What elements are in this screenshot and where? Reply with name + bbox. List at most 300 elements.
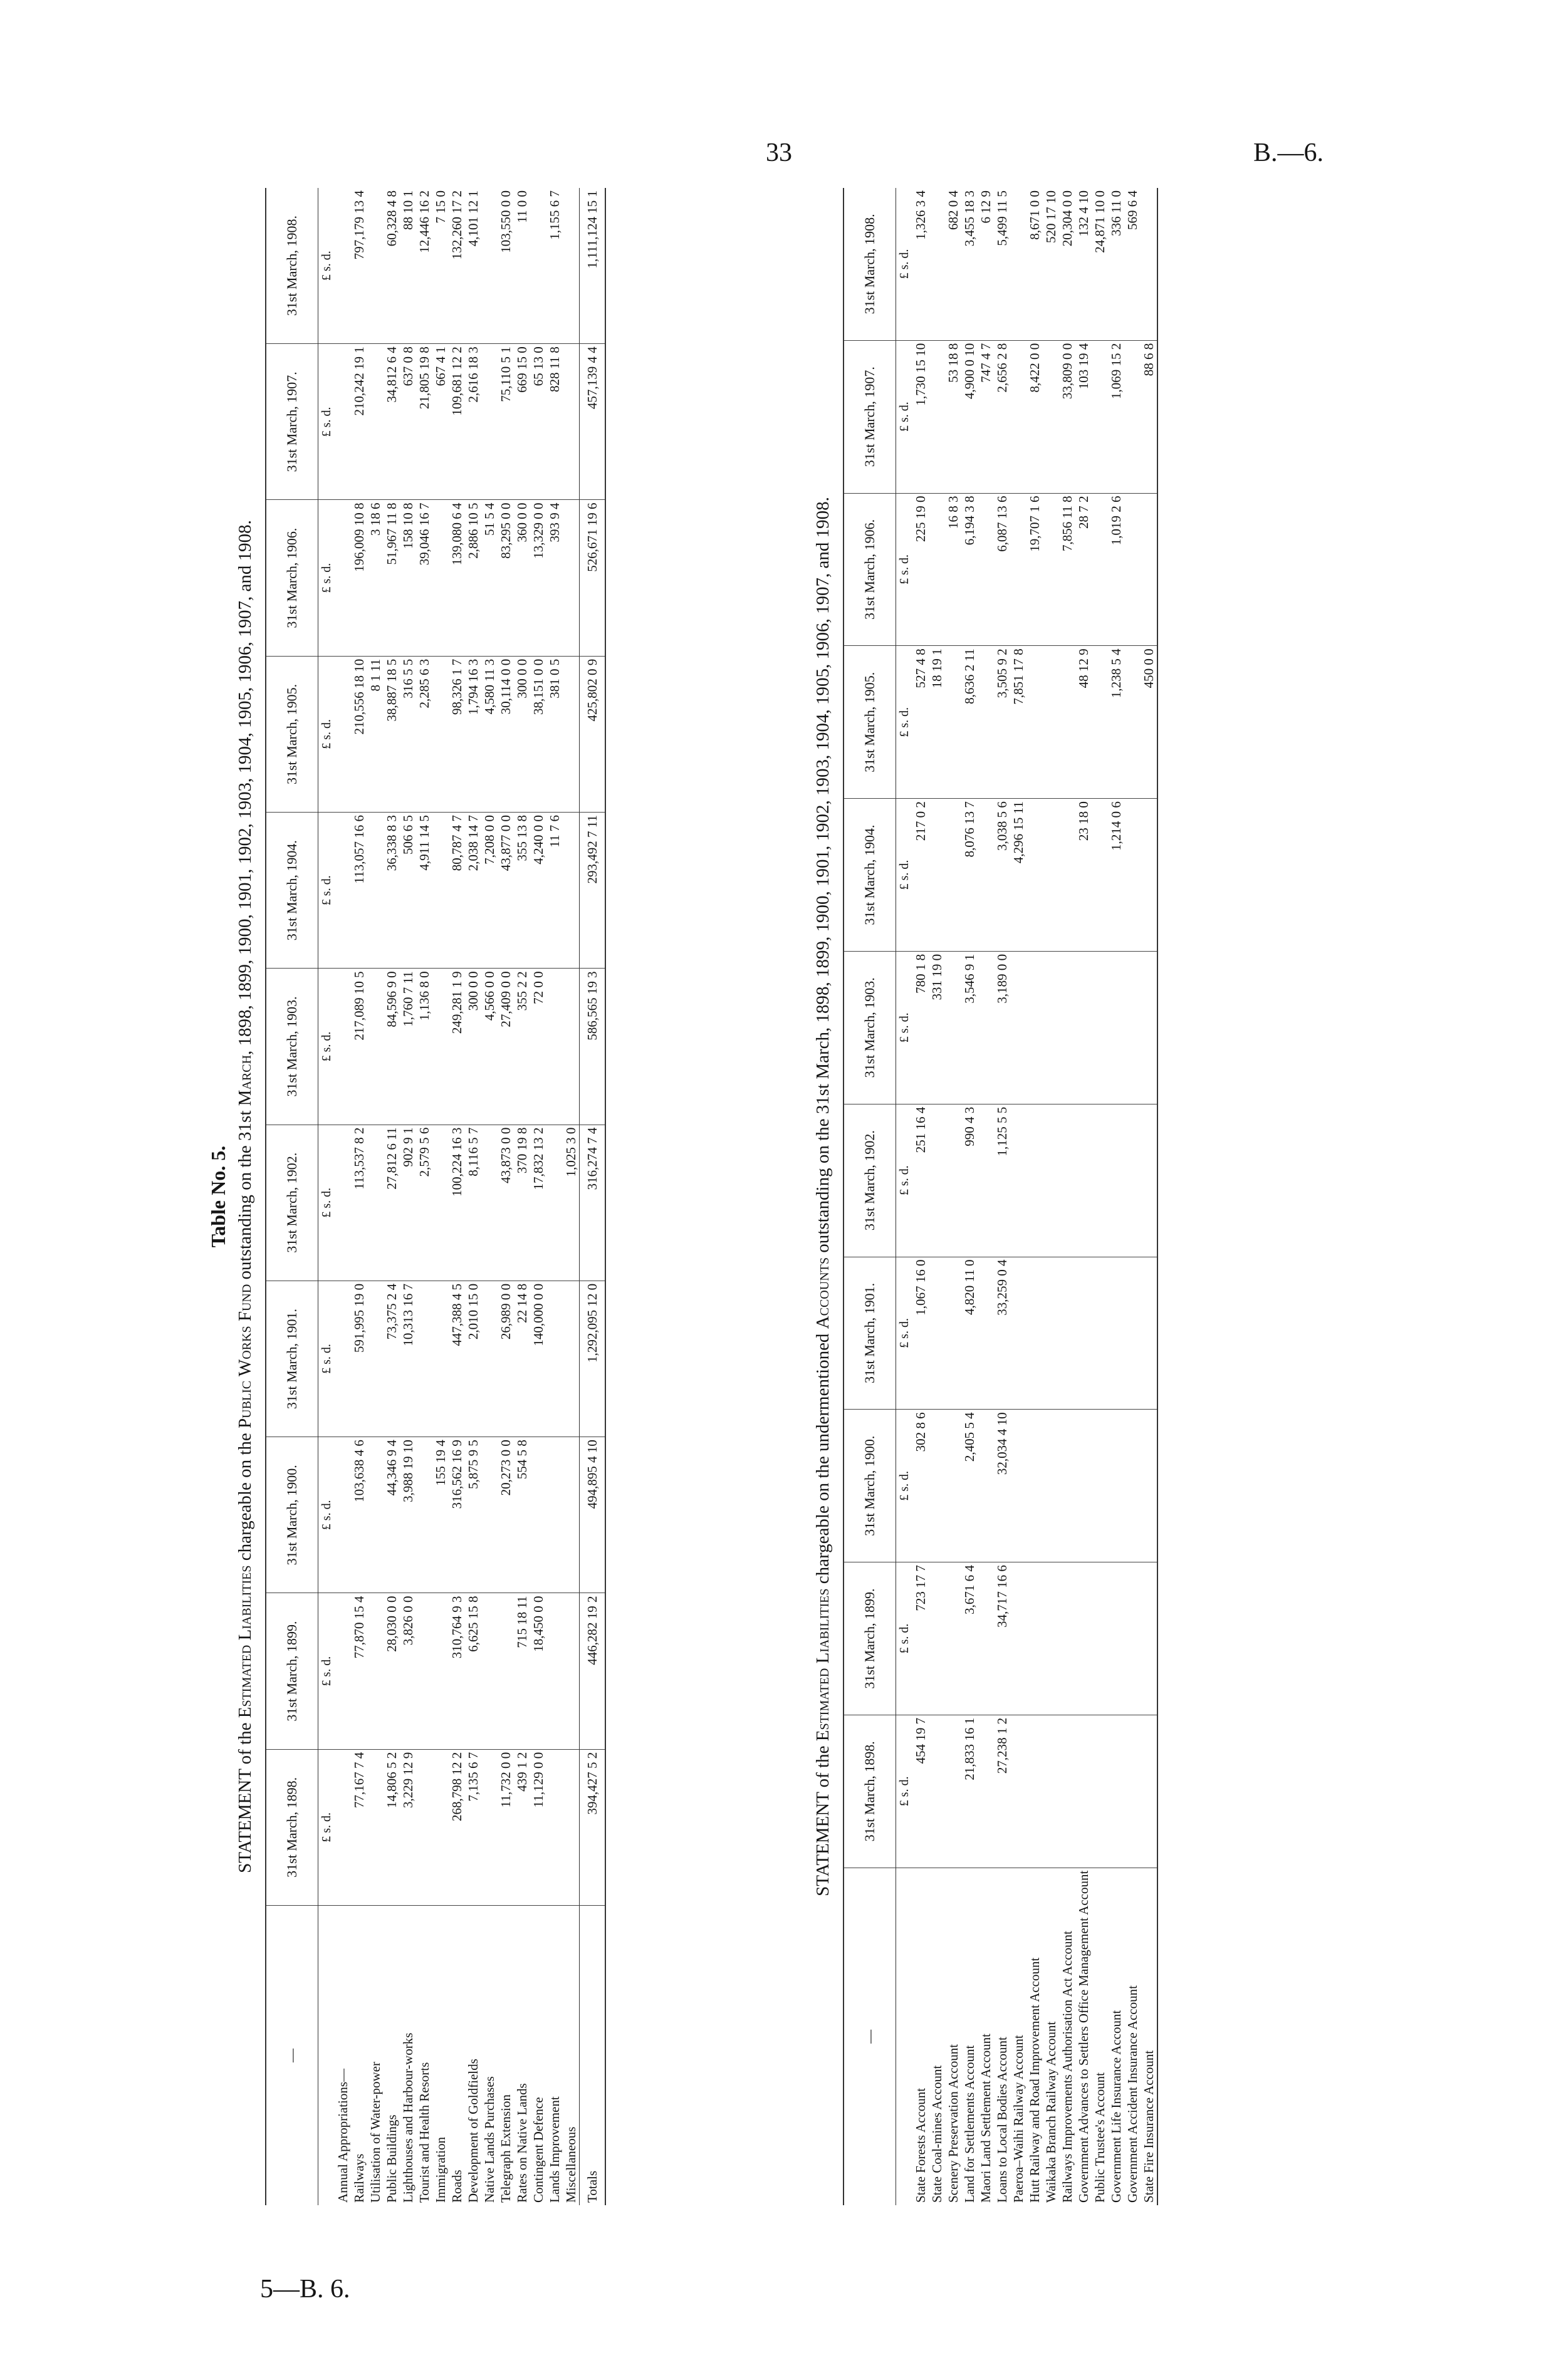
column-header: 31st March, 1905. — [266, 656, 318, 812]
table-row — [1026, 188, 1043, 2205]
value-cell — [546, 1437, 563, 1593]
value-cell — [1043, 799, 1059, 952]
table-row — [929, 188, 945, 2205]
value-cell — [367, 188, 384, 344]
value-cell: 132 4 10 — [1075, 188, 1092, 340]
value-cell: 4,580 11 3 — [481, 656, 498, 812]
value-cell: 73,375 2 4 — [384, 1281, 400, 1437]
table2-section — [812, 188, 1388, 2205]
value-cell: 19,707 1 6 — [1026, 493, 1043, 646]
value-cell — [929, 1715, 945, 1868]
value-cell — [1124, 1257, 1141, 1410]
table-row — [978, 188, 994, 2205]
value-cell: 36,338 8 3 — [384, 813, 400, 969]
value-cell — [945, 646, 961, 799]
value-cell: 27,409 0 0 — [498, 969, 514, 1125]
unit-label: £ s. d. — [896, 1715, 913, 1868]
value-cell — [1092, 493, 1108, 646]
value-cell: 667 4 1 — [432, 344, 449, 500]
table-row — [1010, 188, 1026, 2205]
value-cell: 5,875 9 5 — [465, 1437, 481, 1593]
value-cell: 38,887 18 5 — [384, 656, 400, 812]
value-cell: 3,505 9 2 — [994, 646, 1010, 799]
value-cell — [1026, 951, 1043, 1104]
value-cell: 20,304 0 0 — [1059, 188, 1075, 340]
table-row — [384, 188, 400, 2205]
row-label: State Forests Account — [913, 2087, 928, 2203]
table-row — [449, 188, 465, 2205]
total-cell: 586,565 19 3 — [580, 969, 606, 1125]
value-cell: 11 7 6 — [546, 813, 563, 969]
value-cell — [367, 813, 384, 969]
value-cell: 723 17 7 — [912, 1562, 929, 1715]
value-cell — [978, 1410, 994, 1562]
empty-cell — [335, 500, 351, 656]
value-cell — [1141, 1562, 1157, 1715]
value-cell: 3,671 6 4 — [961, 1562, 978, 1715]
table-row — [912, 188, 929, 2205]
value-cell: 300 0 0 — [465, 969, 481, 1125]
value-cell — [416, 1593, 432, 1749]
value-cell — [1092, 1104, 1108, 1257]
value-cell — [1059, 951, 1075, 1104]
value-cell: 393 9 4 — [546, 500, 563, 656]
value-cell: 196,009 10 8 — [351, 500, 367, 656]
value-cell: 217 0 2 — [912, 799, 929, 952]
row-label: Government Advances to Settlers Office Management Account — [1076, 1870, 1091, 2203]
total-cell: 425,802 0 9 — [580, 656, 606, 812]
unit-label: £ s. d. — [318, 656, 335, 812]
empty-cell — [335, 1437, 351, 1593]
footer-reference: 5—B. 6. — [260, 2275, 350, 2304]
value-cell — [1043, 1104, 1059, 1257]
unit-label: £ s. d. — [318, 500, 335, 656]
value-cell — [1010, 1257, 1026, 1410]
value-cell: 780 1 8 — [912, 951, 929, 1104]
value-cell: 26,989 0 0 — [498, 1281, 514, 1437]
value-cell: 34,717 16 6 — [994, 1562, 1010, 1715]
value-cell — [432, 656, 449, 812]
value-cell — [546, 1593, 563, 1749]
unit-label: £ s. d. — [896, 188, 913, 340]
value-cell: 251 16 4 — [912, 1104, 929, 1257]
value-cell: 27,812 6 11 — [384, 1125, 400, 1281]
value-cell — [563, 1281, 580, 1437]
value-cell: 1,025 3 0 — [563, 1125, 580, 1281]
row-label: Paeroa–Waihi Railway Account — [1011, 2035, 1026, 2203]
value-cell: 14,806 5 2 — [384, 1749, 400, 1905]
value-cell — [367, 1593, 384, 1749]
value-cell: 12,446 16 2 — [416, 188, 432, 344]
value-cell — [929, 1257, 945, 1410]
value-cell — [1092, 799, 1108, 952]
value-cell: 98,326 1 7 — [449, 656, 465, 812]
empty-cell — [335, 188, 351, 344]
value-cell — [1092, 1410, 1108, 1562]
value-cell — [945, 1104, 961, 1257]
unit-label: £ s. d. — [318, 969, 335, 1125]
unit-label: £ s. d. — [318, 1749, 335, 1905]
row-label: State Fire Insurance Account — [1141, 1868, 1157, 2205]
value-cell: 225 19 0 — [912, 493, 929, 646]
value-cell: 2,886 10 5 — [465, 500, 481, 656]
table1-title: Table No. 5. — [207, 1145, 229, 1248]
value-cell: 3 18 6 — [367, 500, 384, 656]
value-cell: 6,625 15 8 — [465, 1593, 481, 1749]
value-cell: 28,030 0 0 — [384, 1593, 400, 1749]
value-cell: 4,240 0 0 — [530, 813, 546, 969]
value-cell: 447,388 4 5 — [449, 1281, 465, 1437]
value-cell — [530, 188, 546, 344]
value-cell — [563, 344, 580, 500]
table-row — [367, 188, 384, 2205]
value-cell: 268,798 12 2 — [449, 1749, 465, 1905]
value-cell — [1141, 1410, 1157, 1562]
value-cell — [1010, 340, 1026, 493]
table-row — [1141, 188, 1157, 2205]
value-cell: 33,809 0 0 — [1059, 340, 1075, 493]
value-cell — [432, 1125, 449, 1281]
column-header: 31st March, 1899. — [266, 1593, 318, 1749]
column-header: 31st March, 1903. — [266, 969, 318, 1125]
unit-label: £ s. d. — [896, 1257, 913, 1410]
value-cell: 4,820 11 0 — [961, 1257, 978, 1410]
table2-header-row — [844, 188, 896, 2205]
value-cell: 210,556 18 10 — [351, 656, 367, 812]
value-cell: 18,450 0 0 — [530, 1593, 546, 1749]
value-cell: 77,167 7 4 — [351, 1749, 367, 1905]
page-number: 33 — [766, 138, 792, 167]
row-label: Loans to Local Bodies Account — [995, 2037, 1010, 2203]
column-header: 31st March, 1904. — [844, 799, 896, 952]
table2-units-blank — [896, 1868, 913, 2205]
row-label: Utilisation of Water-power — [368, 2062, 383, 2203]
value-cell: 17,832 13 2 — [530, 1125, 546, 1281]
value-cell — [563, 813, 580, 969]
value-cell — [978, 951, 994, 1104]
table-row — [1092, 188, 1108, 2205]
value-cell — [929, 799, 945, 952]
value-cell: 3,229 12 9 — [400, 1749, 416, 1905]
value-cell — [1075, 951, 1092, 1104]
table-row — [465, 188, 481, 2205]
value-cell — [1010, 951, 1026, 1104]
row-label: Hutt Railway and Road Improvement Account — [1027, 1957, 1042, 2203]
total-cell: 494,895 4 10 — [580, 1437, 606, 1593]
row-label: Government Accident Insurance Account — [1125, 1985, 1140, 2203]
value-cell: 682 0 4 — [945, 188, 961, 340]
value-cell: 60,328 4 8 — [384, 188, 400, 344]
row-label: Public Trustee's Account — [1092, 2072, 1107, 2203]
value-cell — [432, 500, 449, 656]
table-row — [994, 188, 1010, 2205]
row-label: Lands Improvement — [547, 2096, 562, 2203]
value-cell: 1,214 0 6 — [1108, 799, 1124, 952]
value-cell: 13,329 0 0 — [530, 500, 546, 656]
value-cell — [1092, 1257, 1108, 1410]
value-cell — [1026, 799, 1043, 952]
total-cell: 293,492 7 11 — [580, 813, 606, 969]
value-cell: 7,208 0 0 — [481, 813, 498, 969]
table2-header-blank: — — [844, 1868, 896, 2205]
value-cell — [1092, 951, 1108, 1104]
table-row — [514, 188, 530, 2205]
value-cell — [978, 1715, 994, 1868]
value-cell — [1092, 1715, 1108, 1868]
table-row — [1124, 188, 1141, 2205]
total-cell: 1,111,124 15 1 — [580, 188, 606, 344]
value-cell: 139,080 6 4 — [449, 500, 465, 656]
column-header: 31st March, 1901. — [844, 1257, 896, 1410]
value-cell — [1124, 646, 1141, 799]
group-label: Annual Appropriations— — [335, 2068, 350, 2203]
value-cell — [1059, 1257, 1075, 1410]
value-cell — [563, 656, 580, 812]
value-cell: 6 12 9 — [978, 188, 994, 340]
value-cell: 80,787 4 7 — [449, 813, 465, 969]
value-cell — [1010, 493, 1026, 646]
value-cell — [1108, 1410, 1124, 1562]
table-row — [351, 188, 367, 2205]
value-cell: 8,076 13 7 — [961, 799, 978, 952]
value-cell — [1059, 1562, 1075, 1715]
table1-units-blank — [318, 1906, 335, 2206]
row-label: Miscellaneous — [563, 2126, 578, 2203]
value-cell — [1043, 951, 1059, 1104]
table1-header-row — [266, 188, 318, 2205]
column-header: 31st March, 1899. — [844, 1562, 896, 1715]
value-cell — [432, 1749, 449, 1905]
value-cell: 2,579 5 6 — [416, 1125, 432, 1281]
value-cell: 43,873 0 0 — [498, 1125, 514, 1281]
table-row — [1075, 188, 1092, 2205]
value-cell — [1124, 1410, 1141, 1562]
table-row — [961, 188, 978, 2205]
row-label: Telegraph Extension — [498, 2094, 513, 2203]
value-cell: 715 18 11 — [514, 1593, 530, 1749]
value-cell: 360 0 0 — [514, 500, 530, 656]
value-cell: 4,101 12 1 — [465, 188, 481, 344]
value-cell — [481, 188, 498, 344]
value-cell: 3,038 5 6 — [994, 799, 1010, 952]
value-cell — [367, 344, 384, 500]
value-cell: 30,114 0 0 — [498, 656, 514, 812]
value-cell: 7 15 0 — [432, 188, 449, 344]
row-label: Lighthouses and Harbour-works — [400, 2032, 415, 2203]
value-cell: 520 17 10 — [1043, 188, 1059, 340]
value-cell: 103,550 0 0 — [498, 188, 514, 344]
row-label: Land for Settlements Account — [962, 2045, 977, 2203]
column-header: 31st March, 1900. — [844, 1410, 896, 1562]
unit-label: £ s. d. — [896, 340, 913, 493]
value-cell — [1075, 1562, 1092, 1715]
value-cell: 1,136 8 0 — [416, 969, 432, 1125]
value-cell — [945, 1257, 961, 1410]
value-cell — [1092, 1562, 1108, 1715]
row-label: Rates on Native Lands — [514, 2083, 530, 2203]
value-cell: 88 10 1 — [400, 188, 416, 344]
value-cell: 3,455 18 3 — [961, 188, 978, 340]
empty-cell — [335, 813, 351, 969]
total-cell: 1,292,095 12 0 — [580, 1281, 606, 1437]
table-row — [530, 188, 546, 2205]
value-cell: 249,281 1 9 — [449, 969, 465, 1125]
value-cell — [978, 646, 994, 799]
value-cell — [563, 969, 580, 1125]
value-cell — [1059, 1410, 1075, 1562]
value-cell: 1,125 5 5 — [994, 1104, 1010, 1257]
value-cell — [481, 1125, 498, 1281]
value-cell — [1141, 951, 1157, 1104]
value-cell: 3,189 0 0 — [994, 951, 1010, 1104]
value-cell: 21,833 16 1 — [961, 1715, 978, 1868]
row-label: Contingent Defence — [531, 2097, 546, 2203]
value-cell: 83,295 0 0 — [498, 500, 514, 656]
value-cell — [945, 1410, 961, 1562]
value-cell: 747 4 7 — [978, 340, 994, 493]
table1-section — [207, 188, 783, 2205]
value-cell: 51 5 4 — [481, 500, 498, 656]
unit-label: £ s. d. — [318, 1437, 335, 1593]
value-cell — [929, 188, 945, 340]
unit-label: £ s. d. — [318, 1593, 335, 1749]
value-cell: 113,537 8 2 — [351, 1125, 367, 1281]
value-cell: 109,681 12 2 — [449, 344, 465, 500]
value-cell — [481, 1593, 498, 1749]
value-cell — [1059, 1104, 1075, 1257]
table1-body — [335, 188, 605, 2205]
value-cell: 1,326 3 4 — [912, 188, 929, 340]
value-cell — [1141, 799, 1157, 952]
row-label: State Coal-mines Account — [929, 2065, 944, 2203]
value-cell — [367, 1281, 384, 1437]
value-cell: 2,010 15 0 — [465, 1281, 481, 1437]
value-cell — [1043, 646, 1059, 799]
value-cell: 113,057 16 6 — [351, 813, 367, 969]
value-cell: 28 7 2 — [1075, 493, 1092, 646]
value-cell: 902 9 1 — [400, 1125, 416, 1281]
value-cell — [1043, 1715, 1059, 1868]
value-cell — [367, 969, 384, 1125]
accounts-liabilities-table — [843, 188, 1158, 2205]
value-cell — [1026, 1410, 1043, 1562]
value-cell — [1092, 340, 1108, 493]
value-cell: 370 19 8 — [514, 1125, 530, 1281]
value-cell: 7,851 17 8 — [1010, 646, 1026, 799]
column-header: 31st March, 1908. — [844, 188, 896, 340]
value-cell — [978, 1104, 994, 1257]
value-cell — [1124, 1562, 1141, 1715]
table1-caption: STATEMENT of the Estimated Liabilities chargeable on the Public Works Fund outstanding on the 31st March, 1898, 1899, 1900, 1901, 1902, 1903, 1904, 1905, 1906, 1907, and 1908. — [235, 520, 255, 1873]
value-cell — [1010, 1562, 1026, 1715]
value-cell: 11,129 0 0 — [530, 1749, 546, 1905]
value-cell — [929, 1410, 945, 1562]
value-cell — [563, 1593, 580, 1749]
value-cell: 103,638 4 6 — [351, 1437, 367, 1593]
unit-label: £ s. d. — [896, 1562, 913, 1715]
value-cell: 43,877 0 0 — [498, 813, 514, 969]
value-cell — [1092, 646, 1108, 799]
value-cell — [929, 1562, 945, 1715]
row-label: Roads — [449, 2170, 464, 2203]
column-header: 31st March, 1906. — [844, 493, 896, 646]
value-cell: 10,313 16 7 — [400, 1281, 416, 1437]
value-cell: 554 5 8 — [514, 1437, 530, 1593]
column-header: 31st March, 1898. — [844, 1715, 896, 1868]
row-label: Development of Goldfields — [466, 2059, 481, 2203]
value-cell: 33,259 0 4 — [994, 1257, 1010, 1410]
value-cell — [481, 1281, 498, 1437]
value-cell: 8,116 5 7 — [465, 1125, 481, 1281]
table1-units-row — [318, 188, 335, 2205]
value-cell: 310,764 9 3 — [449, 1593, 465, 1749]
value-cell — [563, 500, 580, 656]
table1-header-blank: — — [266, 1906, 318, 2206]
value-cell: 48 12 9 — [1075, 646, 1092, 799]
value-cell: 6,087 13 6 — [994, 493, 1010, 646]
value-cell: 1,238 5 4 — [1108, 646, 1124, 799]
value-cell: 11 0 0 — [514, 188, 530, 344]
value-cell — [1124, 951, 1141, 1104]
value-cell — [481, 1437, 498, 1593]
column-header: 31st March, 1901. — [266, 1281, 318, 1437]
value-cell: 11,732 0 0 — [498, 1749, 514, 1905]
value-cell — [1026, 1104, 1043, 1257]
value-cell: 8,422 0 0 — [1026, 340, 1043, 493]
unit-label: £ s. d. — [318, 344, 335, 500]
value-cell — [978, 1562, 994, 1715]
column-header: 31st March, 1906. — [266, 500, 318, 656]
value-cell — [1010, 1410, 1026, 1562]
value-cell — [978, 493, 994, 646]
value-cell: 454 19 7 — [912, 1715, 929, 1868]
value-cell: 132,260 17 2 — [449, 188, 465, 344]
value-cell: 72 0 0 — [530, 969, 546, 1125]
value-cell: 7,856 11 8 — [1059, 493, 1075, 646]
column-header: 31st March, 1907. — [844, 340, 896, 493]
value-cell — [1124, 493, 1141, 646]
empty-cell — [335, 344, 351, 500]
value-cell: 637 0 8 — [400, 344, 416, 500]
unit-label: £ s. d. — [318, 188, 335, 344]
row-label: Immigration — [433, 2137, 448, 2203]
row-label: Maori Land Settlement Account — [978, 2033, 993, 2203]
empty-cell — [335, 656, 351, 812]
table-row — [1059, 188, 1075, 2205]
value-cell — [1108, 1257, 1124, 1410]
value-cell: 2,038 14 7 — [465, 813, 481, 969]
value-cell: 797,179 13 4 — [351, 188, 367, 344]
value-cell — [929, 493, 945, 646]
table2-body — [912, 188, 1157, 2205]
value-cell — [546, 1125, 563, 1281]
value-cell — [929, 340, 945, 493]
value-cell: 1,760 7 11 — [400, 969, 416, 1125]
table-row — [945, 188, 961, 2205]
row-label: Railways Improvements Authorisation Act Account — [1060, 1931, 1075, 2203]
table1-group-row — [335, 188, 351, 2205]
table-row — [1043, 188, 1059, 2205]
value-cell — [945, 1715, 961, 1868]
value-cell — [1043, 1257, 1059, 1410]
unit-label: £ s. d. — [318, 813, 335, 969]
value-cell: 355 13 8 — [514, 813, 530, 969]
value-cell: 6,194 3 8 — [961, 493, 978, 646]
value-cell — [1108, 1715, 1124, 1868]
value-cell: 65 13 0 — [530, 344, 546, 500]
value-cell — [1043, 1562, 1059, 1715]
row-label: Scenery Preservation Account — [946, 2044, 961, 2203]
